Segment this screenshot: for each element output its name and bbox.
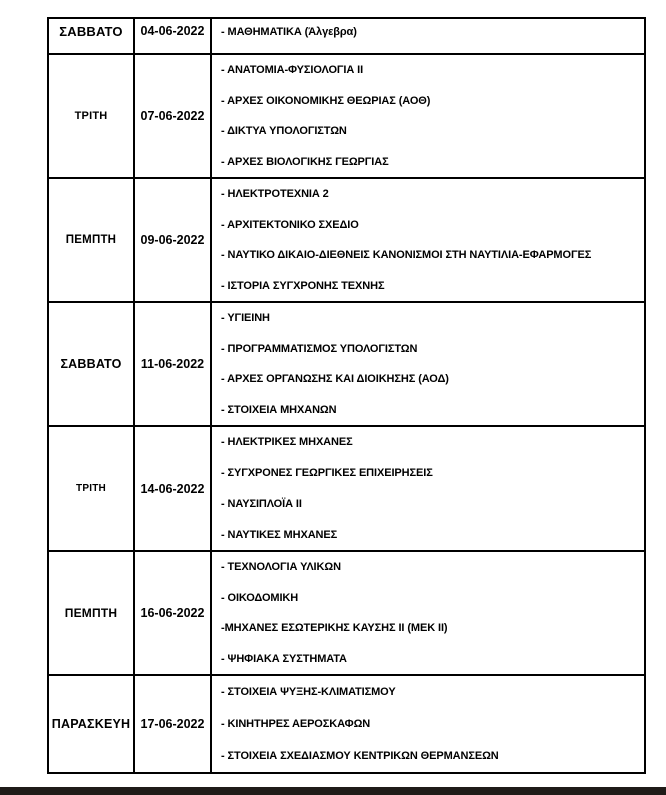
subject-item: - ΥΓΙΕΙΝΗ [221, 312, 270, 325]
day-cell: ΣΑΒΒΑΤΟ [49, 19, 135, 53]
subjects-cell [212, 55, 644, 177]
subject-item: - ΗΛΕΚΤΡΙΚΕΣ ΜΗΧΑΝΕΣ [221, 436, 353, 449]
subjects-cell [212, 552, 644, 674]
schedule-row [49, 552, 644, 676]
schedule-row [49, 55, 644, 179]
day-cell: ΤΡΙΤΗ [49, 55, 135, 177]
subject-item: - ΑΝΑΤΟΜΙΑ-ΦΥΣΙΟΛΟΓΙΑ ΙΙ [221, 64, 364, 77]
subject-item: - ΨΗΦΙΑΚΑ ΣΥΣΤΗΜΑΤΑ [221, 652, 347, 665]
day-cell: ΤΡΙΤΗ [49, 427, 135, 550]
subject-item: - ΝΑΥΤΙΚΕΣ ΜΗΧΑΝΕΣ [221, 528, 338, 541]
date-cell: 14-06-2022 [135, 427, 212, 550]
date-cell: 09-06-2022 [135, 179, 212, 301]
schedule-row [49, 303, 644, 427]
date-cell: 16-06-2022 [135, 552, 212, 674]
day-cell: ΠΑΡΑΣΚΕΥΗ [49, 676, 135, 772]
date-cell: 04-06-2022 [135, 19, 212, 53]
subject-item: - ΤΕΧΝΟΛΟΓΙΑ ΥΛΙΚΩΝ [221, 561, 341, 574]
subject-item: - ΝΑΥΣΙΠΛΟΪΑ ΙΙ [221, 497, 302, 510]
bottom-bar [0, 787, 666, 795]
date-cell: 07-06-2022 [135, 55, 212, 177]
subject-item: - ΑΡΧΕΣ ΟΙΚΟΝΟΜΙΚΗΣ ΘΕΩΡΙΑΣ (ΑΟΘ) [221, 94, 431, 107]
subject-item: - ΟΙΚΟΔΟΜΙΚΗ [221, 591, 299, 604]
exam-schedule-table [47, 17, 646, 774]
subject-item: - ΜΑΘΗΜΑΤΙΚΑ (Άλγεβρα) [221, 26, 357, 38]
subjects-cell [212, 676, 644, 772]
subject-item: - ΣΤΟΙΧΕΙΑ ΜΗΧΑΝΩΝ [221, 403, 337, 416]
subject-item: - ΚΙΝΗΤΗΡΕΣ ΑΕΡΟΣΚΑΦΩΝ [221, 717, 371, 730]
subject-item: - ΑΡΧΙΤΕΚΤΟΝΙΚΟ ΣΧΕΔΙΟ [221, 218, 359, 231]
schedule-row [49, 427, 644, 552]
subject-item: - ΣΤΟΙΧΕΙΑ ΨΥΞΗΣ-ΚΛΙΜΑΤΙΣΜΟΥ [221, 685, 396, 698]
subjects-cell [212, 179, 644, 301]
subject-item: - ΝΑΥΤΙΚΟ ΔΙΚΑΙΟ-ΔΙΕΘΝΕΙΣ ΚΑΝΟΝΙΣΜΟΙ ΣΤΗ ΝΑΥΤΙΛΙΑ-ΕΦΑΡΜΟΓΕΣ [221, 249, 592, 262]
day-cell: ΠΕΜΠΤΗ [49, 179, 135, 301]
subject-item: -ΜΗΧΑΝΕΣ ΕΣΩΤΕΡΙΚΗΣ ΚΑΥΣΗΣ ΙΙ (ΜΕΚ ΙΙ) [221, 622, 448, 635]
subject-item: - ΣΥΓΧΡΟΝΕΣ ΓΕΩΡΓΙΚΕΣ ΕΠΙΧΕΙΡΗΣΕΙΣ [221, 467, 433, 480]
day-cell: ΣΑΒΒΑΤΟ [49, 303, 135, 425]
schedule-row [49, 179, 644, 303]
date-cell: 17-06-2022 [135, 676, 212, 772]
subject-item: - ΠΡΟΓΡΑΜΜΑΤΙΣΜΟΣ ΥΠΟΛΟΓΙΣΤΩΝ [221, 342, 418, 355]
subjects-cell [212, 19, 644, 53]
subject-item: - ΗΛΕΚΤΡΟΤΕΧΝΙΑ 2 [221, 188, 329, 201]
day-cell: ΠΕΜΠΤΗ [49, 552, 135, 674]
subject-item: - ΣΤΟΙΧΕΙΑ ΣΧΕΔΙΑΣΜΟΥ ΚΕΝΤΡΙΚΩΝ ΘΕΡΜΑΝΣΕΩΝ [221, 749, 499, 762]
schedule-row [49, 19, 644, 55]
subject-item: - ΙΣΤΟΡΙΑ ΣΥΓΧΡΟΝΗΣ ΤΕΧΝΗΣ [221, 279, 385, 292]
subjects-cell [212, 427, 644, 550]
date-cell: 11-06-2022 [135, 303, 212, 425]
subjects-cell [212, 303, 644, 425]
subject-item: - ΔΙΚΤΥΑ ΥΠΟΛΟΓΙΣΤΩΝ [221, 125, 347, 138]
schedule-row [49, 676, 644, 772]
subject-item: - ΑΡΧΕΣ ΟΡΓΑΝΩΣΗΣ ΚΑΙ ΔΙΟΙΚΗΣΗΣ (ΑΟΔ) [221, 373, 449, 386]
subject-item: - ΑΡΧΕΣ ΒΙΟΛΟΓΙΚΗΣ ΓΕΩΡΓΙΑΣ [221, 155, 389, 168]
